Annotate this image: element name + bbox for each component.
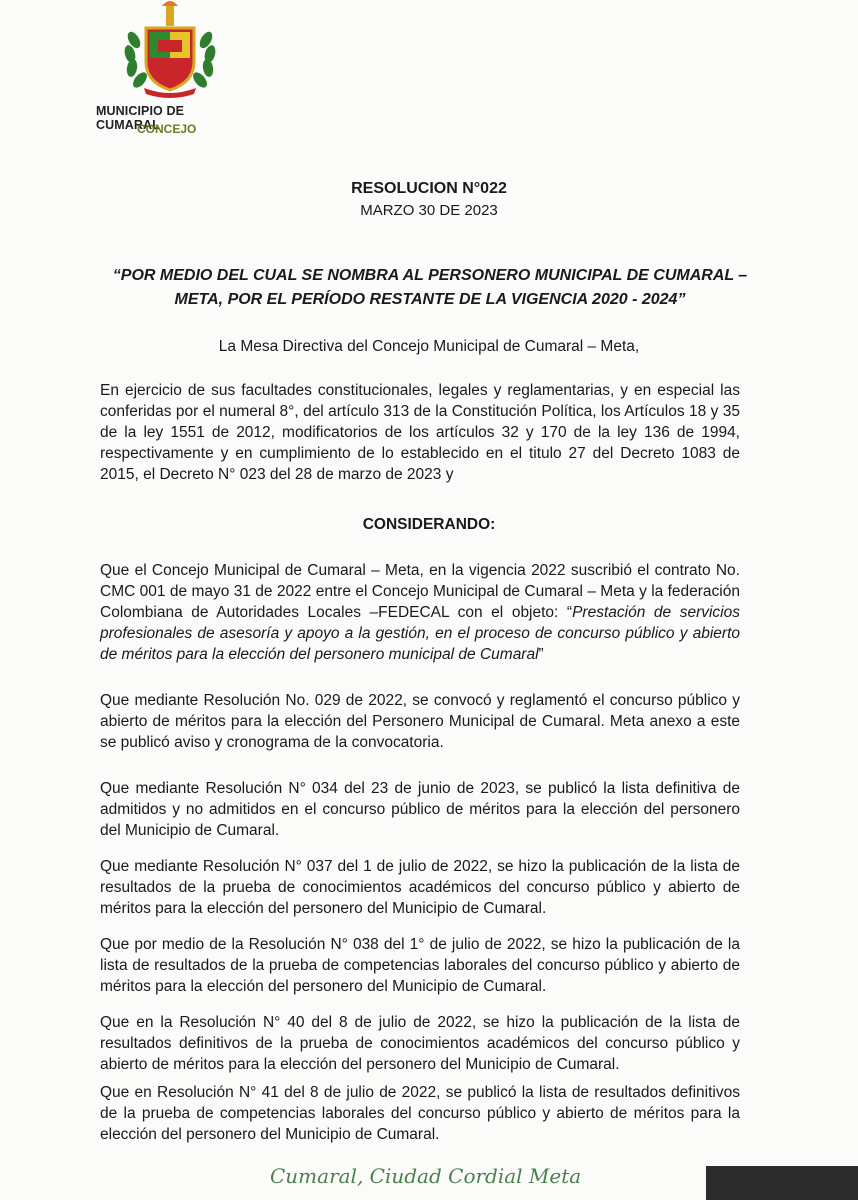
coat-of-arms-logo [110,0,230,100]
contract-object-italic: Prestación de servicios profesionales de asesoría y apoyo a la gestión, en el proceso de concurso público y abierto de méritos para la elección del personero municipal de Cumaral [100,604,740,663]
considerando-heading: CONSIDERANDO: [362,516,496,533]
paragraph-1-end: ” [538,646,544,663]
footer-slogan: Cumaral, Ciudad Cordial Meta [270,1164,582,1188]
municipality-name: MUNICIPIO DE CUMARAL [96,104,185,132]
considerando-paragraph-4: Que mediante Resolución N° 037 del 1 de julio de 2022, se hizo la publicación de la lista de resultados de la prueba de conocimientos académicos del concurso público y abierto de méritos para la elección del personero del Municipio de Cumaral. [100,858,740,917]
considerando-paragraph-1 [100,560,740,665]
scan-corner-shadow [706,1166,858,1200]
resolution-title: RESOLUCION N°022 [351,180,507,197]
considerando-paragraph-2: Que mediante Resolución No. 029 de 2022, se convocó y reglamentó el concurso público y abierto de méritos para la elección del Personero Municipal de Cumaral. Meta anexo a este se publicó aviso y cronograma de la convocatoria. [100,692,740,751]
resolution-date: MARZO 30 DE 2023 [360,202,498,219]
considerando-paragraph-6: Que en la Resolución N° 40 del 8 de julio de 2022, se hizo la publicación de la lista de resultados definitivos de la prueba de conocimientos académicos del concurso público y abierto de méritos para la elección del personero del Municipio de Cumaral. [100,1014,740,1073]
considerando-paragraph-7: Que en Resolución N° 41 del 8 de julio de 2022, se publicó la lista de resultados definitivos de la prueba de competencias laborales del concurso público y abierto de méritos para la elección del personero del Municipio de Cumaral. [100,1084,740,1143]
considerando-paragraph-5: Que por medio de la Resolución N° 038 del 1° de julio de 2022, se hizo la publicación de la lista de resultados de la prueba de competencias laborales del concurso público y abierto de méritos para la elección del personero del Municipio de Cumaral. [100,936,740,995]
mesa-directiva-line: La Mesa Directiva del Concejo Municipal de Cumaral – Meta, [218,338,640,355]
ejercicio-paragraph: En ejercicio de sus facultades constitucionales, legales y reglamentarias, y en especial las conferidas por el numeral 8°, del artículo 313 de la Constitución Política, los Artículos 18 y 35 de la ley 1551 de 2012, modificatorios de los artículos 32 y 170 de la ley 136 de 1994, respectivamente y en cumplimiento de lo establecido en el titulo 27 del Decreto 1083 de 2015, el Decreto N° 023 del 28 de marzo de 2023 y [100,382,740,483]
council-name: CONCEJO [137,122,197,136]
paragraph-1-text: Que el Concejo Municipal de Cumaral – Meta, en la vigencia 2022 suscribió el contrato No. CMC 001 de mayo 31 de 2022 entre el Concejo Municipal de Cumaral – Meta y la federación Colombiana de Autoridades Locales –FEDECAL con el objeto: “ [100,562,740,621]
resolution-subject: “POR MEDIO DEL CUAL SE NOMBRA AL PERSONERO MUNICIPAL DE CUMARAL – META, POR EL PERÍODO RESTANTE DE LA VIGENCIA 2020 - 2024” [112,267,748,308]
considerando-paragraph-3: Que mediante Resolución N° 034 del 23 de junio de 2023, se publicó la lista definitiva de admitidos y no admitidos en el concurso público de méritos para la elección del personero del Municipio de Cumaral. [100,780,740,839]
